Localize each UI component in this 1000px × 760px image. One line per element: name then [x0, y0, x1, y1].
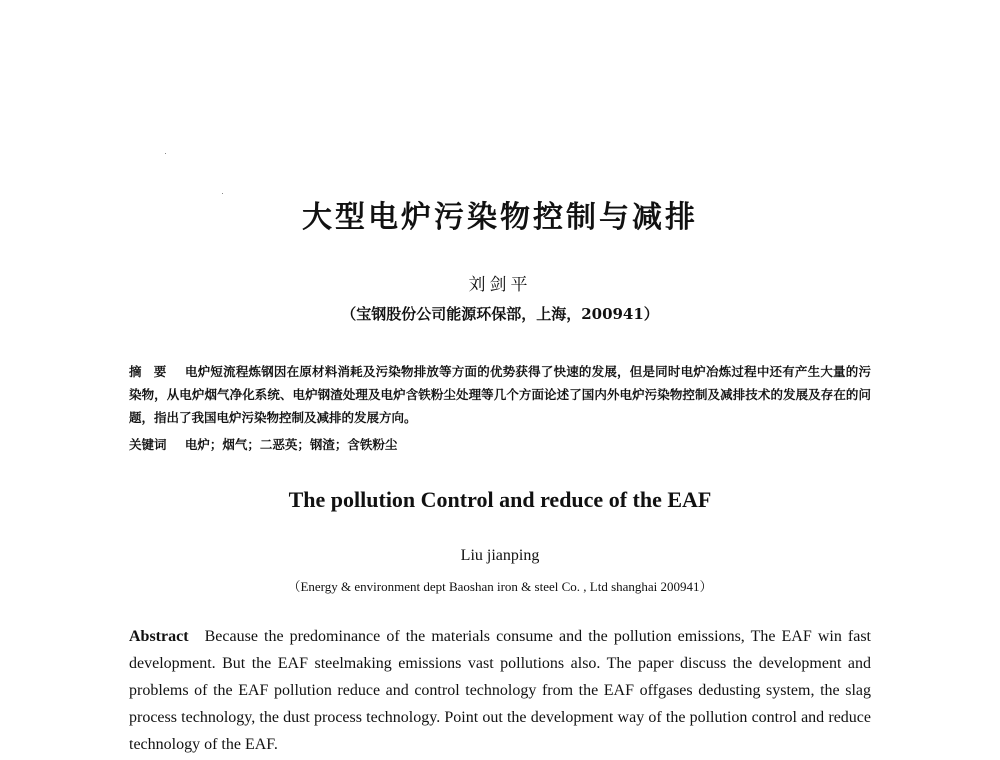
chinese-author: 刘剑平 [468, 275, 532, 295]
english-abstract-label: Abstract [129, 628, 189, 645]
chinese-keywords-label: 关键词 [129, 437, 167, 452]
english-author: Liu jianping [460, 547, 540, 564]
chinese-abstract-label: 摘要 [129, 364, 179, 379]
english-affiliation: （Energy & environment dept Baoshan iron & steel Co. , Ltd shanghai 200941） [287, 579, 713, 594]
chinese-title: 大型电炉污染物控制与减排 [302, 200, 698, 235]
chinese-affiliation: （宝钢股份公司能源环保部，上海，200941） [341, 305, 659, 323]
english-abstract [129, 623, 871, 758]
chinese-abstract-text: 电炉短流程炼钢因在原材料消耗及污染物排放等方面的优势获得了快速的发展，但是同时电炉冶炼过程中还有产生大量的污染物，从电炉烟气净化系统、电炉钢渣处理及电炉含铁粉尘处理等几个方面论述了国内外电炉污染物控制及减排技术的发展及存在的问题，指出了我国电炉污染物控制及减排的发展方向。 [129, 364, 871, 425]
english-title: The pollution Control and reduce of the EAF [288, 487, 712, 512]
chinese-keywords [129, 433, 871, 456]
chinese-keywords-text: 电炉；烟气；二恶英；钢渣；含铁粉尘 [184, 437, 398, 452]
chinese-abstract [129, 360, 871, 429]
english-abstract-text: Because the predominance of the materials consume and the pollution emissions, The EAF win fast development. But the EAF steelmaking emissions vast pollutions also. The paper discuss the development and problems of the EAF pollution reduce and control technology from the EAF offgases dedusting system, the slag process technology, the dust process technology. Point out the development way of the pollution control and reduce technology of the EAF. [129, 628, 872, 753]
scan-speck [165, 153, 166, 154]
